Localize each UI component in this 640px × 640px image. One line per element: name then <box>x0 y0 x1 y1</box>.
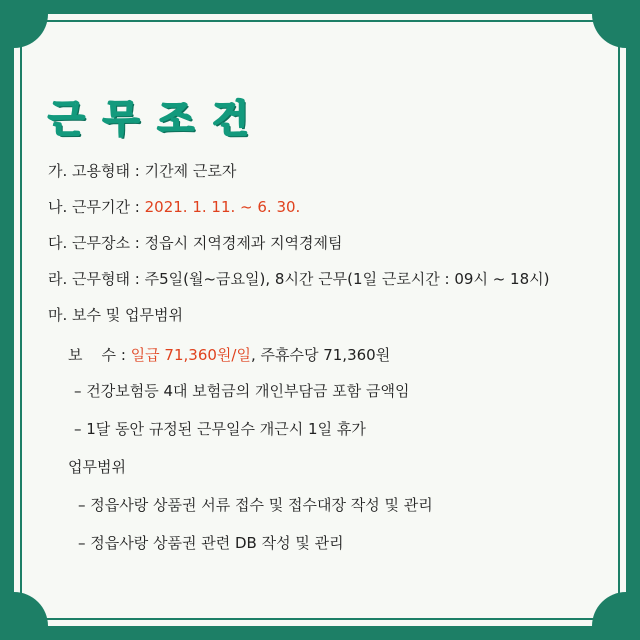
corner-ornament <box>14 14 48 48</box>
corner-ornament <box>592 592 626 626</box>
pay-row: 보 수 : 일급 71,360원/일, 주휴수당 71,360원 <box>68 346 391 364</box>
pay-label: 보 수 <box>68 346 117 364</box>
work-place-row: 다. 근무장소 : 정읍시 지역경제과 지역경제팀 <box>48 234 343 252</box>
row-label: 가. 고용형태 <box>48 162 130 180</box>
row-label: 마. 보수 및 업무범위 <box>48 306 183 324</box>
daily-wage: 일급 71,360원/일 <box>130 346 251 364</box>
scope-item: – 정읍사랑 상품권 관련 DB 작성 및 관리 <box>78 534 344 552</box>
row-label: 다. 근무장소 <box>48 234 130 252</box>
scope-heading: 업무범위 <box>68 458 126 476</box>
weekly-allowance: , 주휴수당 71,360원 <box>250 346 391 364</box>
row-value: 2021. 1. 11. ~ 6. 30. <box>144 198 301 216</box>
row-label: 라. 근무형태 <box>48 270 130 288</box>
work-period-row: 나. 근무기간 : 2021. 1. 11. ~ 6. 30. <box>48 198 301 216</box>
page-title: 근무조건 <box>48 97 267 141</box>
row-label: 나. 근무기간 <box>48 198 130 216</box>
corner-ornament <box>592 14 626 48</box>
pay-note: – 건강보험등 4대 보험금의 개인부담금 포함 금액임 <box>74 382 410 400</box>
pay-scope-heading <box>48 304 183 325</box>
employment-type-row: 가. 고용형태 : 기간제 근로자 <box>48 162 237 180</box>
scope-item: – 정읍사랑 상품권 서류 접수 및 접수대장 작성 및 관리 <box>78 496 433 514</box>
corner-ornament <box>14 592 48 626</box>
row-value: 주5일(월~금요일), 8시간 근무(1일 근로시간 : 09시 ~ 18시) <box>144 270 550 288</box>
work-form-row: 라. 근무형태 : 주5일(월~금요일), 8시간 근무(1일 근로시간 : 09시 ~ 18시) <box>48 270 550 288</box>
row-value: 기간제 근로자 <box>144 162 237 180</box>
pay-note: – 1달 동안 규정된 근무일수 개근시 1일 휴가 <box>74 420 366 438</box>
row-value: 정읍시 지역경제과 지역경제팀 <box>144 234 343 252</box>
